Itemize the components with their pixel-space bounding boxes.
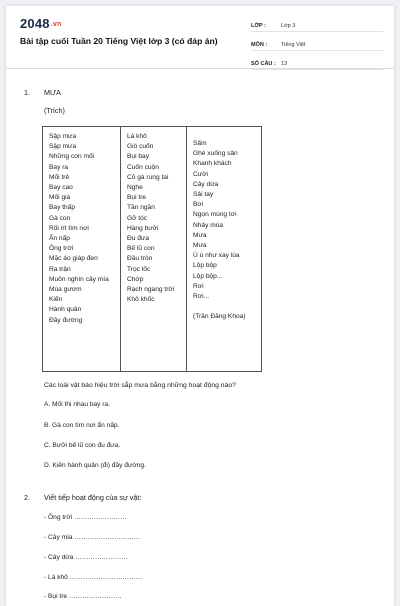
poem-line: Ẩn nấp bbox=[49, 235, 70, 243]
meta-info bbox=[251, 17, 383, 74]
poem-line: Ngọn mùng tơi bbox=[193, 211, 237, 219]
meta-key: MÔN : bbox=[251, 42, 268, 48]
fill-item: - Bụi tre …………………… bbox=[44, 593, 122, 600]
poem-line: Bay thấp bbox=[49, 204, 76, 212]
site-logo[interactable] bbox=[20, 16, 61, 31]
poem-line: Đu đưa bbox=[127, 235, 150, 243]
fill-item: - Lá khô …………………………… bbox=[44, 574, 143, 581]
meta-row-subject bbox=[251, 36, 383, 51]
poem-line: Đầu tròn bbox=[127, 255, 153, 263]
option-a[interactable]: A. Mối thi nhau bay ra. bbox=[44, 401, 110, 408]
option-c[interactable]: C. Bưởi bế lũ con đu đưa. bbox=[44, 442, 121, 449]
meta-row-grade bbox=[251, 17, 383, 32]
meta-key: LỚP : bbox=[251, 23, 266, 29]
poem-column-1 bbox=[43, 127, 121, 371]
poem-line: Rối rít tìm nơi bbox=[49, 224, 89, 232]
poem-line: (Trần Đăng Khoa) bbox=[193, 313, 246, 321]
poem-line: Bụi tre bbox=[127, 194, 147, 202]
poem-line bbox=[193, 302, 261, 312]
page-title: Bài tập cuối Tuần 20 Tiếng Việt lớp 3 (có đáp án) bbox=[20, 36, 218, 46]
poem-line: Mối trẻ bbox=[49, 173, 70, 181]
poem-line: Rơi... bbox=[193, 293, 210, 301]
poem-line: Lộp bộp bbox=[193, 262, 217, 270]
option-b[interactable]: B. Gà con tìm nơi ẩn nấp. bbox=[44, 422, 120, 429]
poem-line: Chớp bbox=[127, 275, 144, 283]
poem-line: Gà con bbox=[49, 214, 71, 222]
poem-box bbox=[42, 126, 262, 372]
poem-line: Cuốn cuộn bbox=[127, 163, 159, 171]
poem-line: Ông trời bbox=[49, 245, 74, 253]
poem-line: Muôn nghìn cây mía bbox=[49, 275, 109, 283]
poem-line: Cỏ gà rung tai bbox=[127, 173, 169, 181]
poem-column-2 bbox=[121, 127, 187, 371]
poem-line: Gỡ tóc bbox=[127, 214, 148, 222]
poem-line: Bế lũ con bbox=[127, 245, 155, 253]
logo-suffix: .vn bbox=[50, 21, 62, 28]
poem-line: Lộp bộp... bbox=[193, 272, 223, 280]
poem-line: Mối già bbox=[49, 194, 71, 202]
logo-text: 2048 bbox=[20, 16, 50, 31]
question-number: 1. bbox=[24, 88, 30, 97]
fill-item: - Cây mía ………………………… bbox=[44, 534, 141, 541]
poem-line: Trọc lốc bbox=[127, 265, 151, 273]
poem-line: Ù ù như xay lúa bbox=[193, 252, 240, 260]
meta-row-count bbox=[251, 55, 383, 70]
meta-value: Lớp 3 bbox=[281, 23, 296, 29]
poem-line: Múa gươm bbox=[49, 286, 82, 294]
poem-line: Gió cuốn bbox=[127, 143, 154, 151]
poem-line: Mưa bbox=[193, 231, 207, 239]
poem-line: Đầy đường bbox=[49, 316, 83, 324]
poem-source: (Trích) bbox=[44, 106, 65, 115]
poem-line: Hành quân bbox=[49, 306, 82, 314]
poem-line: Khanh khách bbox=[193, 160, 232, 168]
poem-line: Lá khô bbox=[127, 133, 147, 140]
poem-line: Nhảy múa bbox=[193, 221, 224, 229]
poem-line: Mặc áo giáp đen bbox=[49, 255, 98, 263]
question-1-text: Các loài vật báo hiệu trời sắp mưa bằng những hoạt động nào? bbox=[44, 382, 236, 389]
poem-line: Cây dừa bbox=[193, 180, 219, 188]
poem-line: Ghé xuống sân bbox=[193, 150, 238, 158]
meta-key: SỐ CÂU : bbox=[251, 61, 276, 67]
poem-line: Khô khốc bbox=[127, 296, 155, 304]
poem-line: Nghe bbox=[127, 184, 143, 192]
poem-line: Rơi bbox=[193, 282, 204, 290]
poem-line: Hàng bưởi bbox=[127, 224, 159, 232]
option-d[interactable]: D. Kiến hành quân (đi) đầy đường. bbox=[44, 462, 146, 469]
poem-title: MƯA bbox=[44, 88, 61, 97]
poem-line: Những con mối bbox=[49, 153, 95, 161]
poem-line: Tần ngần bbox=[127, 204, 155, 212]
poem-line: Mưa bbox=[193, 242, 207, 250]
poem-line: Bụi bay bbox=[127, 153, 149, 161]
poem-line: Bơi bbox=[193, 201, 204, 209]
fill-item: - Cây dừa …………………… bbox=[44, 554, 128, 561]
poem-line: Rạch ngang trời bbox=[127, 286, 175, 294]
poem-line: Kiến bbox=[49, 296, 63, 304]
poem-line: Bay cao bbox=[49, 184, 73, 192]
question-2-text: Viết tiếp hoạt động của sự vật: bbox=[44, 493, 142, 502]
document-page bbox=[6, 6, 394, 606]
poem-line: Sập mưa bbox=[49, 143, 77, 151]
meta-value: Tiếng Việt bbox=[281, 42, 306, 48]
poem-line: Sải tay bbox=[193, 191, 214, 199]
poem-line: Bay ra bbox=[49, 163, 69, 171]
poem-line: Cười bbox=[193, 170, 208, 178]
page-header bbox=[6, 6, 394, 69]
question-number: 2. bbox=[24, 493, 30, 502]
poem-column-3 bbox=[187, 127, 261, 371]
fill-item: - Ông trời …………………… bbox=[44, 514, 127, 521]
poem-line: Sấm bbox=[193, 140, 207, 147]
meta-value: 13 bbox=[281, 61, 288, 67]
poem-line: Sập mưa bbox=[49, 133, 77, 140]
poem-line: Ra trận bbox=[49, 265, 71, 273]
